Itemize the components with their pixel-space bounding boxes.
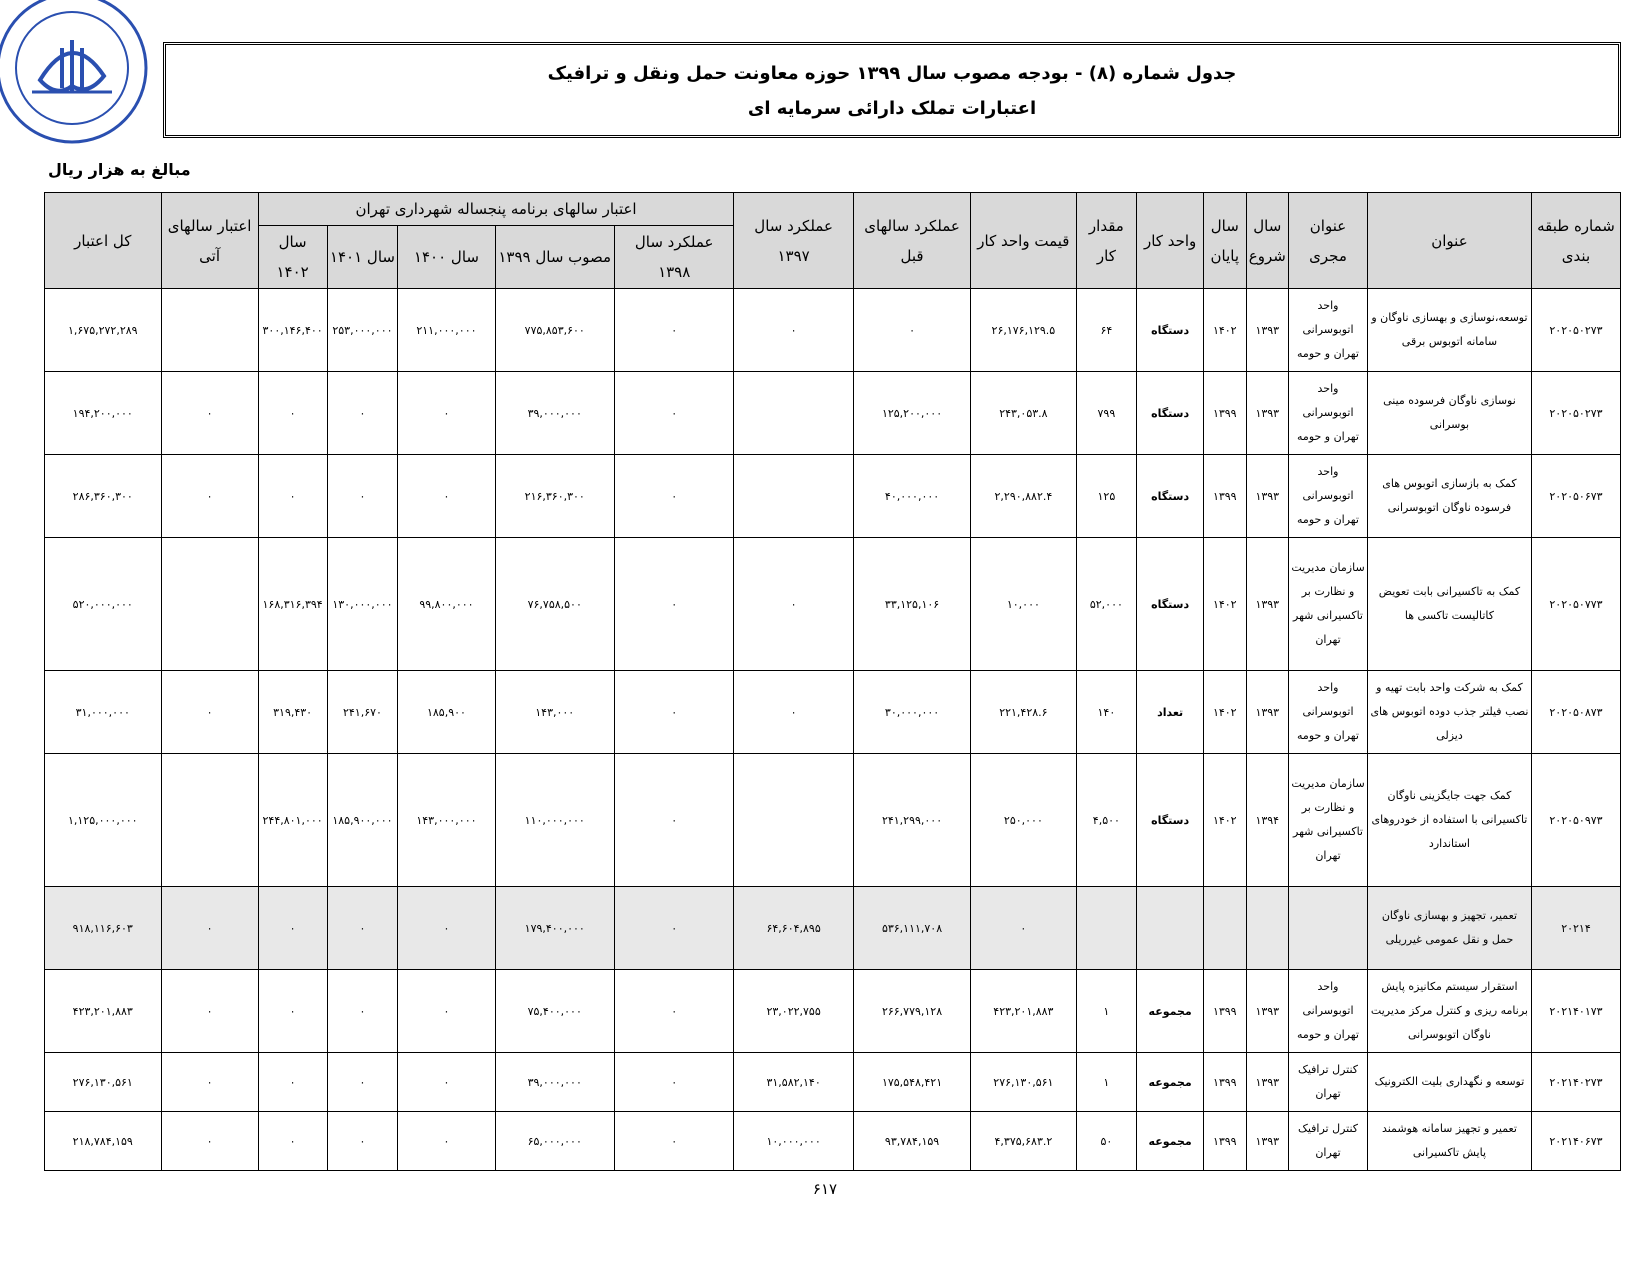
cell-agency bbox=[1289, 887, 1368, 970]
cell-y1402: ۰ bbox=[258, 887, 327, 970]
document-title: جدول شماره (۸) - بودجه مصوب سال ۱۳۹۹ حوزه معاونت حمل ونقل و ترافیک bbox=[547, 63, 1237, 84]
cell-start: ۱۳۹۳ bbox=[1246, 538, 1289, 671]
cell-total: ۵۲۰,۰۰۰,۰۰۰ bbox=[45, 538, 162, 671]
header-unit: واحد کار bbox=[1137, 193, 1204, 289]
cell-prior: ۱۲۵,۲۰۰,۰۰۰ bbox=[853, 372, 970, 455]
cell-y1401: ۰ bbox=[327, 970, 398, 1053]
cell-future: ۰ bbox=[161, 671, 258, 754]
cell-start: ۱۳۹۴ bbox=[1246, 754, 1289, 887]
header-qty: مقدار کار bbox=[1076, 193, 1137, 289]
cell-y1398: ۰ bbox=[614, 970, 733, 1053]
cell-agency: سازمان مدیریت و نظارت بر تاکسیرانی شهر تهران bbox=[1289, 754, 1368, 887]
cell-prior: ۳۰,۰۰۰,۰۰۰ bbox=[853, 671, 970, 754]
cell-end: ۱۳۹۹ bbox=[1204, 455, 1247, 538]
cell-y1397 bbox=[734, 372, 853, 455]
cell-code: ۲۰۲۰۵۰۶۷۳ bbox=[1531, 455, 1620, 538]
cell-total: ۱,۱۲۵,۰۰۰,۰۰۰ bbox=[45, 754, 162, 887]
header-future: اعتبار سالهای آتی bbox=[161, 193, 258, 289]
cell-agency: واحد اتوبوسرانی تهران و حومه bbox=[1289, 671, 1368, 754]
cell-unit: دستگاه bbox=[1137, 754, 1204, 887]
cell-y1397: ۲۳,۰۲۲,۷۵۵ bbox=[734, 970, 853, 1053]
cell-price: ۱۰,۰۰۰ bbox=[971, 538, 1076, 671]
cell-total: ۱,۶۷۵,۲۷۲,۲۸۹ bbox=[45, 289, 162, 372]
cell-end: ۱۴۰۲ bbox=[1204, 538, 1247, 671]
header-title: عنوان bbox=[1367, 193, 1531, 289]
cell-y1397: ۳۱,۵۸۲,۱۴۰ bbox=[734, 1053, 853, 1112]
cell-code: ۲۰۲۰۵۰۸۷۳ bbox=[1531, 671, 1620, 754]
cell-end: ۱۳۹۹ bbox=[1204, 1112, 1247, 1171]
cell-prior: ۲۴۱,۲۹۹,۰۰۰ bbox=[853, 754, 970, 887]
cell-y1400: ۰ bbox=[398, 372, 495, 455]
budget-table bbox=[44, 192, 1621, 1171]
cell-future bbox=[161, 289, 258, 372]
header-1401: سال ۱۴۰۱ bbox=[327, 226, 398, 289]
cell-unit: دستگاه bbox=[1137, 538, 1204, 671]
cell-y1401: ۱۳۰,۰۰۰,۰۰۰ bbox=[327, 538, 398, 671]
cell-y1401: ۲۵۳,۰۰۰,۰۰۰ bbox=[327, 289, 398, 372]
header-code: شماره طبقه بندی bbox=[1531, 193, 1620, 289]
cell-prior: ۵۳۶,۱۱۱,۷۰۸ bbox=[853, 887, 970, 970]
cell-prior: ۱۷۵,۵۴۸,۴۲۱ bbox=[853, 1053, 970, 1112]
cell-code: ۲۰۲۰۵۰۹۷۳ bbox=[1531, 754, 1620, 887]
cell-y1398: ۰ bbox=[614, 538, 733, 671]
cell-y1400: ۰ bbox=[398, 887, 495, 970]
cell-unit: مجموعه bbox=[1137, 1112, 1204, 1171]
header-agency: عنوان مجری bbox=[1289, 193, 1368, 289]
cell-y1397: ۶۴,۶۰۴,۸۹۵ bbox=[734, 887, 853, 970]
cell-unit: تعداد bbox=[1137, 671, 1204, 754]
cell-total: ۳۱,۰۰۰,۰۰۰ bbox=[45, 671, 162, 754]
cell-y1402: ۰ bbox=[258, 1112, 327, 1171]
cell-qty: ۱۴۰ bbox=[1076, 671, 1137, 754]
cell-y1400: ۲۱۱,۰۰۰,۰۰۰ bbox=[398, 289, 495, 372]
cell-agency: واحد اتوبوسرانی تهران و حومه bbox=[1289, 455, 1368, 538]
cell-y1399: ۶۵,۰۰۰,۰۰۰ bbox=[495, 1112, 614, 1171]
cell-title: کمک به شرکت واحد بابت تهیه و نصب فیلتر جذب دوده اتوبوس های دیزلی bbox=[1367, 671, 1531, 754]
cell-start: ۱۳۹۳ bbox=[1246, 1053, 1289, 1112]
cell-start bbox=[1246, 887, 1289, 970]
cell-total: ۲۱۸,۷۸۴,۱۵۹ bbox=[45, 1112, 162, 1171]
cell-future: ۰ bbox=[161, 887, 258, 970]
cell-y1398: ۰ bbox=[614, 1053, 733, 1112]
table-row bbox=[45, 538, 1621, 671]
cell-total: ۴۲۳,۲۰۱,۸۸۳ bbox=[45, 970, 162, 1053]
cell-title: کمک به بازسازی اتوبوس های فرسوده ناوگان اتوبوسرانی bbox=[1367, 455, 1531, 538]
cell-unit: مجموعه bbox=[1137, 970, 1204, 1053]
cell-end: ۱۳۹۹ bbox=[1204, 372, 1247, 455]
council-seal bbox=[0, 0, 152, 148]
header-price: قیمت واحد کار bbox=[971, 193, 1076, 289]
cell-start: ۱۳۹۳ bbox=[1246, 372, 1289, 455]
cell-code: ۲۰۲۰۵۰۷۷۳ bbox=[1531, 538, 1620, 671]
header-start: سال شروع bbox=[1246, 193, 1289, 289]
cell-end: ۱۴۰۲ bbox=[1204, 289, 1247, 372]
cell-agency: واحد اتوبوسرانی تهران و حومه bbox=[1289, 970, 1368, 1053]
cell-y1399: ۷۷۵,۸۵۳,۶۰۰ bbox=[495, 289, 614, 372]
cell-y1399: ۳۹,۰۰۰,۰۰۰ bbox=[495, 372, 614, 455]
cell-price: ۲۲۱,۴۲۸.۶ bbox=[971, 671, 1076, 754]
header-1402: سال ۱۴۰۲ bbox=[258, 226, 327, 289]
table-row bbox=[45, 455, 1621, 538]
table-row bbox=[45, 887, 1621, 970]
cell-y1398: ۰ bbox=[614, 455, 733, 538]
cell-title: نوسازی ناوگان فرسوده مینی بوسرانی bbox=[1367, 372, 1531, 455]
cell-agency: سازمان مدیریت و نظارت بر تاکسیرانی شهر تهران bbox=[1289, 538, 1368, 671]
cell-y1402: ۳۱۹,۴۳۰ bbox=[258, 671, 327, 754]
cell-qty: ۵۲,۰۰۰ bbox=[1076, 538, 1137, 671]
cell-future bbox=[161, 538, 258, 671]
cell-agency: واحد اتوبوسرانی تهران و حومه bbox=[1289, 289, 1368, 372]
cell-qty: ۱۲۵ bbox=[1076, 455, 1137, 538]
table-row bbox=[45, 671, 1621, 754]
cell-total: ۲۷۶,۱۳۰,۵۶۱ bbox=[45, 1053, 162, 1112]
cell-price: ۲۵۰,۰۰۰ bbox=[971, 754, 1076, 887]
cell-total: ۲۸۶,۳۶۰,۳۰۰ bbox=[45, 455, 162, 538]
header-1400: سال ۱۴۰۰ bbox=[398, 226, 495, 289]
cell-title: تعمیر و تجهیز سامانه هوشمند پایش تاکسیرانی bbox=[1367, 1112, 1531, 1171]
cell-unit: دستگاه bbox=[1137, 289, 1204, 372]
cell-price: ۲,۲۹۰,۸۸۲.۴ bbox=[971, 455, 1076, 538]
cell-total: ۱۹۴,۲۰۰,۰۰۰ bbox=[45, 372, 162, 455]
cell-y1402: ۰ bbox=[258, 1053, 327, 1112]
cell-y1399: ۳۹,۰۰۰,۰۰۰ bbox=[495, 1053, 614, 1112]
cell-price: ۲۴۳,۰۵۳.۸ bbox=[971, 372, 1076, 455]
cell-price: ۲۶,۱۷۶,۱۲۹.۵ bbox=[971, 289, 1076, 372]
cell-y1402: ۳۰۰,۱۴۶,۴۰۰ bbox=[258, 289, 327, 372]
header-end: سال پایان bbox=[1204, 193, 1247, 289]
cell-end: ۱۳۹۹ bbox=[1204, 1053, 1247, 1112]
cell-title: توسعه،نوسازی و بهسازی ناوگان و سامانه اتوبوس برقی bbox=[1367, 289, 1531, 372]
cell-unit: مجموعه bbox=[1137, 1053, 1204, 1112]
cell-y1401: ۰ bbox=[327, 887, 398, 970]
cell-unit bbox=[1137, 887, 1204, 970]
cell-agency: کنترل ترافیک تهران bbox=[1289, 1112, 1368, 1171]
cell-unit: دستگاه bbox=[1137, 372, 1204, 455]
cell-price: ۲۷۶,۱۳۰,۵۶۱ bbox=[971, 1053, 1076, 1112]
cell-start: ۱۳۹۳ bbox=[1246, 671, 1289, 754]
table-row bbox=[45, 289, 1621, 372]
cell-y1398: ۰ bbox=[614, 372, 733, 455]
cell-agency: کنترل ترافیک تهران bbox=[1289, 1053, 1368, 1112]
cell-title: کمک به تاکسیرانی بابت تعویض کاتالیست تاکسی ها bbox=[1367, 538, 1531, 671]
table-row bbox=[45, 1053, 1621, 1112]
cell-qty: ۴,۵۰۰ bbox=[1076, 754, 1137, 887]
cell-title: کمک جهت جایگزینی ناوگان تاکسیرانی با استفاده از خودروهای استاندارد bbox=[1367, 754, 1531, 887]
table-row bbox=[45, 1112, 1621, 1171]
cell-title: تعمیر، تجهیز و بهسازی ناوگان حمل و نقل عمومی غیرریلی bbox=[1367, 887, 1531, 970]
cell-y1399: ۱۴۳,۰۰۰ bbox=[495, 671, 614, 754]
cell-start: ۱۳۹۳ bbox=[1246, 289, 1289, 372]
cell-y1400: ۱۸۵,۹۰۰ bbox=[398, 671, 495, 754]
cell-y1402: ۰ bbox=[258, 970, 327, 1053]
cell-code: ۲۰۲۰۵۰۲۷۳ bbox=[1531, 289, 1620, 372]
cell-y1397: ۰ bbox=[734, 671, 853, 754]
cell-qty: ۵۰ bbox=[1076, 1112, 1137, 1171]
title-box bbox=[163, 42, 1621, 138]
cell-future bbox=[161, 754, 258, 887]
cell-end: ۱۳۹۹ bbox=[1204, 970, 1247, 1053]
cell-qty: ۷۹۹ bbox=[1076, 372, 1137, 455]
cell-code: ۲۰۲۱۴۰۲۷۳ bbox=[1531, 1053, 1620, 1112]
cell-future: ۰ bbox=[161, 455, 258, 538]
cell-agency: واحد اتوبوسرانی تهران و حومه bbox=[1289, 372, 1368, 455]
cell-y1400: ۰ bbox=[398, 1112, 495, 1171]
cell-qty: ۶۴ bbox=[1076, 289, 1137, 372]
header-1398: عملکرد سال ۱۳۹۸ bbox=[614, 226, 733, 289]
cell-total: ۹۱۸,۱۱۶,۶۰۳ bbox=[45, 887, 162, 970]
cell-y1398: ۰ bbox=[614, 1112, 733, 1171]
cell-y1397 bbox=[734, 754, 853, 887]
page-number: ۶۱۷ bbox=[812, 1180, 838, 1198]
cell-y1399: ۱۱۰,۰۰۰,۰۰۰ bbox=[495, 754, 614, 887]
cell-future: ۰ bbox=[161, 970, 258, 1053]
units-note: مبالغ به هزار ریال bbox=[48, 160, 191, 179]
cell-price: ۴۲۳,۲۰۱,۸۸۳ bbox=[971, 970, 1076, 1053]
cell-end: ۱۴۰۲ bbox=[1204, 754, 1247, 887]
table-row bbox=[45, 970, 1621, 1053]
cell-y1402: ۱۶۸,۳۱۶,۳۹۴ bbox=[258, 538, 327, 671]
cell-y1400: ۰ bbox=[398, 970, 495, 1053]
cell-y1402: ۲۴۴,۸۰۱,۰۰۰ bbox=[258, 754, 327, 887]
cell-y1400: ۰ bbox=[398, 1053, 495, 1112]
header-plan-group: اعتبار سالهای برنامه پنجساله شهرداری تهران bbox=[258, 193, 734, 226]
cell-y1397 bbox=[734, 455, 853, 538]
header-prior: عملکرد سالهای قبل bbox=[853, 193, 970, 289]
cell-prior: ۳۳,۱۲۵,۱۰۶ bbox=[853, 538, 970, 671]
cell-code: ۲۰۲۱۴۰۱۷۳ bbox=[1531, 970, 1620, 1053]
cell-y1398: ۰ bbox=[614, 754, 733, 887]
cell-start: ۱۳۹۳ bbox=[1246, 455, 1289, 538]
cell-y1397: ۱۰,۰۰۰,۰۰۰ bbox=[734, 1112, 853, 1171]
cell-prior: ۰ bbox=[853, 289, 970, 372]
header-1399: مصوب سال ۱۳۹۹ bbox=[495, 226, 614, 289]
cell-y1399: ۲۱۶,۳۶۰,۳۰۰ bbox=[495, 455, 614, 538]
cell-y1401: ۱۸۵,۹۰۰,۰۰۰ bbox=[327, 754, 398, 887]
budget-table-body bbox=[45, 289, 1621, 1171]
cell-y1398: ۰ bbox=[614, 671, 733, 754]
cell-y1397: ۰ bbox=[734, 289, 853, 372]
cell-prior: ۴۰,۰۰۰,۰۰۰ bbox=[853, 455, 970, 538]
cell-y1401: ۰ bbox=[327, 1112, 398, 1171]
header-1397: عملکرد سال ۱۳۹۷ bbox=[734, 193, 853, 289]
cell-price: ۰ bbox=[971, 887, 1076, 970]
table-row bbox=[45, 754, 1621, 887]
cell-y1399: ۷۵,۴۰۰,۰۰۰ bbox=[495, 970, 614, 1053]
cell-y1397: ۰ bbox=[734, 538, 853, 671]
cell-prior: ۲۶۶,۷۷۹,۱۲۸ bbox=[853, 970, 970, 1053]
cell-code: ۲۰۲۱۴ bbox=[1531, 887, 1620, 970]
cell-qty: ۱ bbox=[1076, 970, 1137, 1053]
cell-unit: دستگاه bbox=[1137, 455, 1204, 538]
cell-title: استقرار سیستم مکانیزه پایش برنامه ریزی و کنترل مرکز مدیریت ناوگان اتوبوسرانی bbox=[1367, 970, 1531, 1053]
cell-qty bbox=[1076, 887, 1137, 970]
cell-y1398: ۰ bbox=[614, 887, 733, 970]
cell-start: ۱۳۹۳ bbox=[1246, 970, 1289, 1053]
cell-y1402: ۰ bbox=[258, 372, 327, 455]
cell-y1398: ۰ bbox=[614, 289, 733, 372]
cell-y1399: ۱۷۹,۴۰۰,۰۰۰ bbox=[495, 887, 614, 970]
cell-future: ۰ bbox=[161, 372, 258, 455]
header-total: کل اعتبار bbox=[45, 193, 162, 289]
cell-y1402: ۰ bbox=[258, 455, 327, 538]
cell-y1399: ۷۶,۷۵۸,۵۰۰ bbox=[495, 538, 614, 671]
cell-y1400: ۱۴۳,۰۰۰,۰۰۰ bbox=[398, 754, 495, 887]
cell-qty: ۱ bbox=[1076, 1053, 1137, 1112]
table-row bbox=[45, 372, 1621, 455]
cell-y1401: ۰ bbox=[327, 372, 398, 455]
cell-y1401: ۰ bbox=[327, 455, 398, 538]
cell-title: توسعه و نگهداری بلیت الکترونیک bbox=[1367, 1053, 1531, 1112]
cell-future: ۰ bbox=[161, 1053, 258, 1112]
cell-y1400: ۰ bbox=[398, 455, 495, 538]
cell-y1401: ۰ bbox=[327, 1053, 398, 1112]
cell-y1401: ۲۴۱,۶۷۰ bbox=[327, 671, 398, 754]
cell-prior: ۹۳,۷۸۴,۱۵۹ bbox=[853, 1112, 970, 1171]
cell-price: ۴,۳۷۵,۶۸۳.۲ bbox=[971, 1112, 1076, 1171]
cell-start: ۱۳۹۳ bbox=[1246, 1112, 1289, 1171]
cell-code: ۲۰۲۰۵۰۲۷۳ bbox=[1531, 372, 1620, 455]
cell-end bbox=[1204, 887, 1247, 970]
cell-code: ۲۰۲۱۴۰۶۷۳ bbox=[1531, 1112, 1620, 1171]
cell-y1400: ۹۹,۸۰۰,۰۰۰ bbox=[398, 538, 495, 671]
cell-end: ۱۴۰۲ bbox=[1204, 671, 1247, 754]
document-subtitle: اعتبارات تملک دارائی سرمایه ای bbox=[747, 98, 1037, 119]
cell-future: ۰ bbox=[161, 1112, 258, 1171]
